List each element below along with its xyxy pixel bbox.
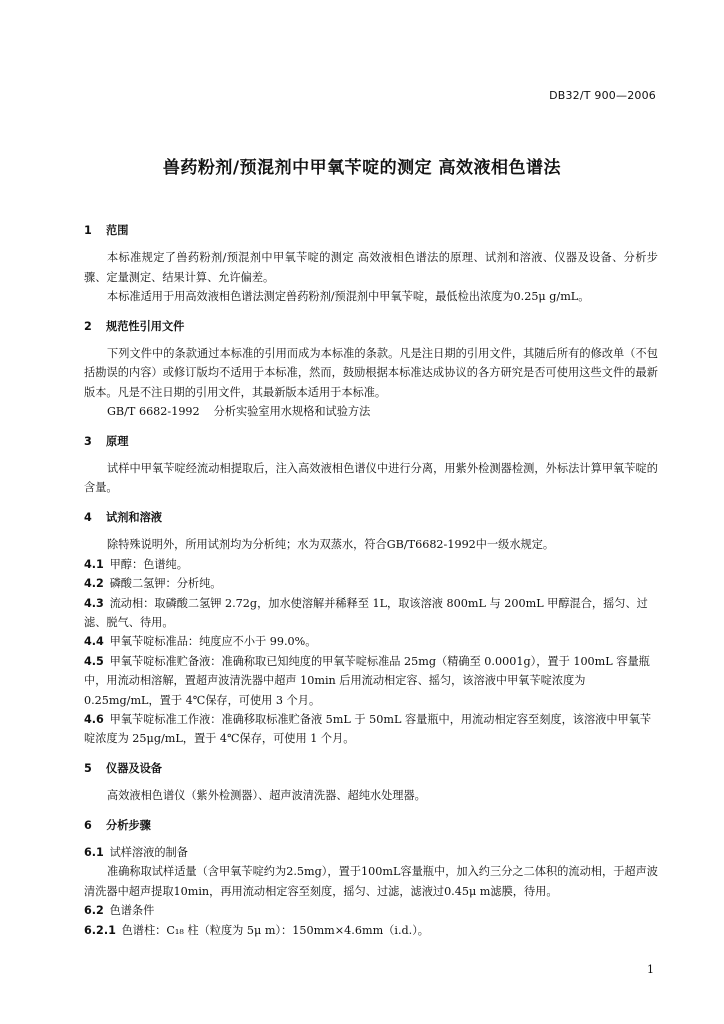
paragraph: 高效液相色谱仪（紫外检测器）、超声波清洗器、超纯水处理器。 — [107, 789, 426, 803]
paragraph: 试样中甲氧苄啶经流动相提取后，注入高效液相色谱仪中进行分离，用紫外检测器检测，外标法计算甲氧苄啶的含量。 — [84, 462, 658, 495]
section-title: 范围 — [106, 224, 129, 237]
paragraph: 除特殊说明外，所用试剂均为分析纯；水为双蒸水，符合GB/T6682-1992中一级水规定。 — [107, 538, 555, 552]
clause-text: 甲醇：色谱纯。 — [109, 557, 188, 571]
clause-text: 磷酸二氢钾：分析纯。 — [109, 577, 222, 591]
section-title: 原理 — [106, 434, 129, 448]
reference-code: GB/T 6682-1992 — [107, 405, 200, 419]
clause-title: 色谱条件 — [109, 904, 155, 918]
clause-4-6 — [84, 710, 658, 749]
clause-title: 试样溶液的制备 — [109, 845, 188, 859]
section-number: 5 — [84, 761, 92, 775]
section-5-heading — [84, 759, 658, 778]
section-title: 试剂和溶液 — [106, 510, 162, 524]
document-title: 兽药粉剂/预混剂中甲氧苄啶的测定 高效液相色谱法 — [162, 158, 562, 178]
clause-text: 甲氧苄啶标准品：纯度应不小于 99.0%。 — [109, 635, 317, 649]
paragraph: 本标准适用于用高效液相色谱法测定兽药粉剂/预混剂中甲氧苄啶，最低检出浓度为0.25μ g/mL。 — [107, 290, 590, 304]
clause-number: 6.1 — [84, 845, 104, 859]
paragraph: 准确称取试样适量（含甲氧苄啶约为2.5mg），置于100mL容量瓶中，加入约三分之二体积的流动相，于超声波清洗器中超声提取10min，再用流动相定容至刻度，摇匀、过滤，滤液过0.45μ m滤膜，待用。 — [84, 865, 658, 898]
page-number: 1 — [647, 963, 654, 976]
clause-number: 4.3 — [84, 596, 104, 610]
document-body — [84, 211, 658, 940]
section-title: 仪器及设备 — [106, 761, 162, 775]
reference-title: 分析实验室用水规格和试验方法 — [213, 405, 371, 419]
section-title: 规范性引用文件 — [106, 319, 185, 333]
clause-number: 4.5 — [84, 654, 104, 668]
clause-text: 流动相：取磷酸二氢钾 2.72g，加水使溶解并稀释至 1L，取该溶液 800mL 与 200mL 甲醇混合，摇匀、过滤、脱气、待用。 — [84, 596, 648, 629]
clause-number: 6.2.1 — [84, 923, 116, 937]
clause-text: 甲氧苄啶标准贮备液：准确称取已知纯度的甲氧苄啶标准品 25mg（精确至 0.0001g），置于 100mL 容量瓶中，用流动相溶解，置超声波清洗器中超声 10min 后用流动相定容、摇匀，该溶液中甲氧苄啶浓度为 0.25mg/mL，置于 4℃保存，可使用 3 个月。 — [84, 654, 650, 707]
clause-6-2 — [84, 901, 658, 920]
clause-4-1 — [84, 555, 658, 574]
section-title: 分析步骤 — [106, 818, 151, 832]
section-number: 2 — [84, 319, 92, 333]
section-4-heading — [84, 508, 658, 527]
clause-4-2 — [84, 574, 658, 593]
paragraph: 本标准规定了兽药粉剂/预混剂中甲氧苄啶的测定 高效液相色谱法的原理、试剂和溶液、仪器及设备、分析步骤、定量测定、结果计算、允许偏差。 — [84, 251, 658, 284]
clause-number: 4.2 — [84, 577, 104, 591]
section-number: 1 — [84, 224, 92, 237]
clause-number: 6.2 — [84, 904, 104, 918]
clause-text: 甲氧苄啶标准工作液：准确移取标准贮备液 5mL 于 50mL 容量瓶中，用流动相定容至刻度，该溶液中甲氧苄啶浓度为 25μg/mL，置于 4℃保存，可使用 1 个月。 — [84, 712, 652, 746]
clause-4-3 — [84, 594, 658, 633]
clause-number: 4.1 — [84, 557, 104, 571]
section-2-heading — [84, 317, 658, 336]
paragraph: 下列文件中的条款通过本标准的引用而成为本标准的条款。凡是注日期的引用文件，其随后所有的修改单（不包括勘误的内容）或修订版均不适用于本标准，然而，鼓励根据本标准达成协议的各方研究是否可使用这些文件的最新版本。凡是不注日期的引用文件，其最新版本适用于本标准。 — [84, 347, 658, 399]
section-1-heading — [84, 221, 658, 240]
clause-6-1 — [84, 843, 658, 862]
section-6-heading — [84, 816, 658, 835]
clause-text: 色谱柱：C₁₈ 柱（粒度为 5μ m）：150mm×4.6mm（i.d.）。 — [121, 923, 429, 937]
clause-number: 4.4 — [84, 635, 104, 649]
section-number: 3 — [84, 434, 92, 448]
normative-reference — [84, 402, 658, 421]
clause-4-5 — [84, 652, 658, 710]
section-number: 6 — [84, 818, 92, 832]
section-number: 4 — [84, 510, 92, 524]
clause-number: 4.6 — [84, 712, 104, 726]
standard-code: DB32/T 900—2006 — [549, 89, 656, 102]
clause-6-2-1 — [84, 921, 658, 940]
clause-4-4 — [84, 632, 658, 651]
section-3-heading — [84, 432, 658, 451]
